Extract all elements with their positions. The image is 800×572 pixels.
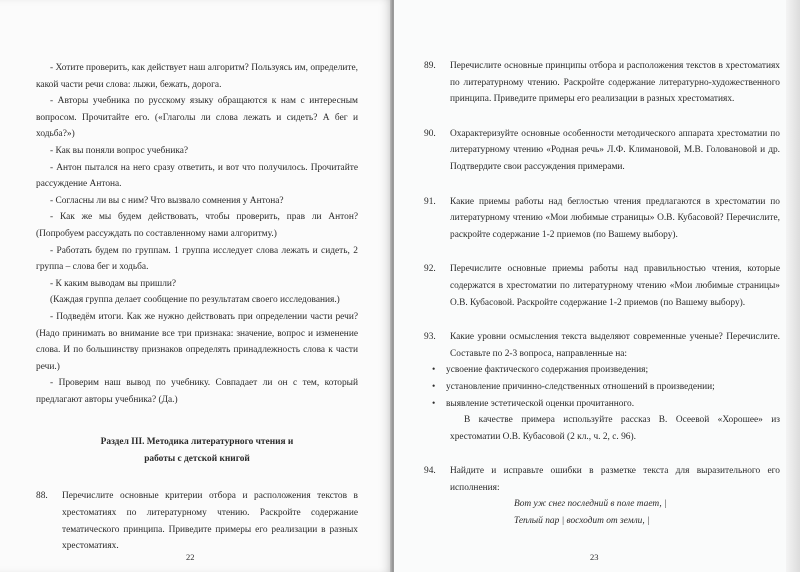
page-number: 23 [590, 552, 599, 562]
task-number: 89. [424, 61, 436, 71]
paragraph: - Авторы учебника по русскому языку обращаются к нам с интересным вопросом. Прочитайте его. («Глаголы ли слова лежать и сидеть? А бег и ходьба?») [36, 96, 358, 140]
task-number: 92. [424, 264, 436, 275]
list-item: • установление причинно-следственных отношений в произведении; [432, 379, 780, 396]
paragraph: - Подведём итоги. Как же нужно действовать при определении части речи? (Надо принимать во внимание все три признака: значение, вопрос и изменение слова. И по большинству признаков определять принадлежность слова к части речи.) [36, 311, 358, 372]
task-number: 93. [424, 332, 436, 343]
bullet-icon: • [432, 381, 436, 392]
right-page-text [424, 58, 780, 530]
task-number: 88. [36, 491, 48, 502]
section-heading-line: Раздел III. Методика литературного чтения и [100, 437, 294, 448]
right-page [394, 0, 800, 572]
task-number: 91. [424, 196, 436, 207]
task-text: Охарактеризуйте основные особенности методического аппарата хрестоматии по литературному чтению «Родная речь» Л.Ф. Климановой, М.В. Головановой и др. Подтвердите свои рассуждения примерами. [450, 128, 780, 172]
section-heading [36, 434, 358, 468]
bullet-icon: • [432, 365, 436, 376]
task-number: 90. [424, 128, 436, 139]
task-88 [36, 488, 358, 554]
poem-line: Теплый пар | восходит от земли, | [514, 516, 650, 527]
paragraph: - Антон пытался на него сразу ответить, и вот что получилось. Прочитайте рассуждение Антона. [36, 162, 358, 190]
task-text: Перечислите основные критерии отбора и расположения текстов в хрестоматиях по литературному чтению. Раскройте содержание тематического принципа. Приведите примеры его реализации в разных хрестоматиях. [62, 491, 358, 552]
list-item: • выявление эстетической оценки прочитанного. [432, 396, 780, 413]
task-89 [424, 58, 780, 108]
paragraph: - Согласны ли вы с ним? Что вызвало сомнения у Антона? [50, 195, 284, 206]
task-text: Какие уровни осмысления текста выделяют современные ученые? Перечислите. Составьте по 2-3 вопроса, направленные на: [450, 332, 780, 359]
task-text: Перечислите основные принципы отбора и расположения текстов в хрестоматиях по литературному чтению. Раскройте содержание литературно-художественного принципа. Приведите примеры его реализации в разных хрестоматиях. [450, 61, 780, 105]
paragraph: - Хотите проверить, как действует наш алгоритм? Пользуясь им, определите, какой части речи слова: лыжи, бежать, дорога. [36, 63, 358, 90]
task-example: В качестве примера используйте рассказ В. Осеевой «Хорошее» из хрестоматии О.В. Кубасовой (2 кл., ч. 2, с. 96). [450, 415, 780, 442]
task-91 [424, 194, 780, 244]
task-94 [424, 463, 780, 496]
bullet-icon: • [432, 398, 436, 409]
task-text: Перечислите основные приемы работы над правильностью чтения, которые содержатся в хрестоматии по литературному чтению «Мои любимые страницы» О.В. Кубасовой. Раскройте содержание 1-2 приемов (по Вашему выбору). [450, 264, 780, 308]
left-page-text [36, 60, 358, 555]
task-number: 94. [424, 466, 436, 477]
paragraph: - К каким выводам вы пришли? [50, 278, 177, 289]
task-92 [424, 261, 780, 311]
paragraph: - Как вы поняли вопрос учебника? [50, 145, 189, 156]
left-page [0, 0, 392, 572]
task-93 [424, 329, 780, 362]
task-90 [424, 126, 780, 176]
poem-line: Вот уж снег последний в поле тает, | [514, 499, 667, 510]
page-edge [786, 0, 800, 572]
section-heading-line: работы с детской книгой [144, 454, 250, 465]
paragraph: (Каждая группа делает сообщение по результатам своего исследования.) [50, 295, 340, 306]
list-item: • усвоение фактического содержания произведения; [432, 362, 780, 379]
paragraph: - Работать будем по группам. 1 группа исследует слова лежать и сидеть, 2 группа – слова бег и ходьба. [36, 245, 358, 273]
paragraph: - Проверим наш вывод по учебнику. Совпадает ли он с тем, который предлагают авторы учебника? (Да.) [36, 378, 358, 405]
task-text: Какие приемы работы над беглостью чтения предлагаются в хрестоматии по литературному чтению «Мои любимые страницы» О.В. Кубасовой? Перечислите, раскройте содержание 1-2 приемов (по Вашему выбору). [450, 196, 780, 240]
page-number: 22 [186, 552, 195, 562]
paragraph: - Как же мы будем действовать, чтобы проверить, прав ли Антон? (Попробуем рассуждать по составленному нами алгоритму.) [36, 212, 358, 239]
task-text: Найдите и исправьте ошибки в разметке текста для выразительного его исполнения: [450, 466, 780, 493]
